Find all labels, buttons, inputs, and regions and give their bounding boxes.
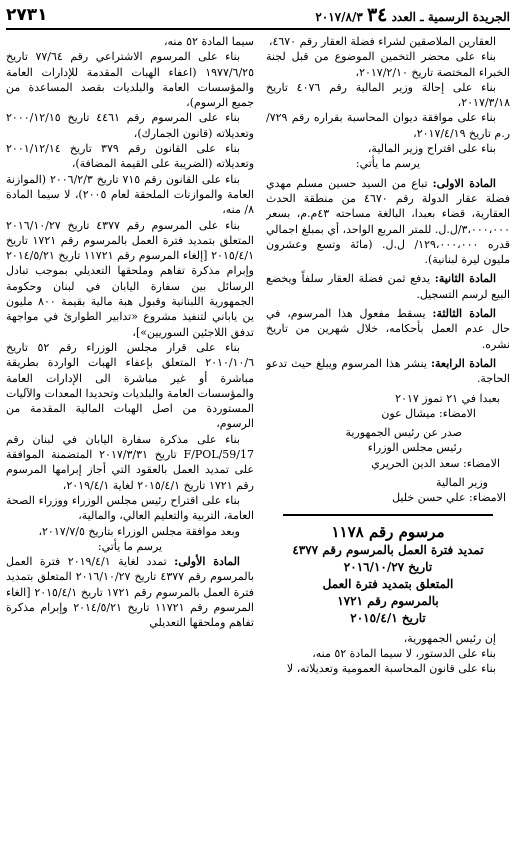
decree-title: تاريخ ٢٠١٦/١٠/٢٧ xyxy=(343,559,433,574)
article-4: المادة الرابعة: ينشر هذا المرسوم ويبلغ حيث تدعو الحاجة. xyxy=(266,356,510,386)
article-3: المادة الثالثة: يسقط مفعول هذا المرسوم، في حال عدم العمل بأحكامه، خلال شهرين من تاريخ نشره. xyxy=(266,307,510,351)
issue-date: ٢٠١٧/٨/٣ xyxy=(315,10,363,24)
fm-title: وزير المالية xyxy=(436,476,488,490)
president-signature: الامضاء: ميشال عون xyxy=(381,406,476,420)
paragraph: يرسم ما يأتي: xyxy=(97,539,163,553)
paragraph: إن رئيس الجمهورية، xyxy=(403,631,496,645)
sign-place-date: بعبدا في ٢١ تموز ٢٠١٧ xyxy=(395,391,500,405)
page-header xyxy=(6,4,510,30)
paragraph: بناء على المرسوم رقم ٤٤٦١ تاريخ ٢٠٠٠/١٢/١٥ وتعديلاته (قانون الجمارك)، xyxy=(6,111,254,140)
decree-title: بالمرسوم رقم ١٧٢١ xyxy=(337,593,439,608)
paragraph: بناء على محضر التخمين الموضوع من قبل لجنة الخبراء المختصة تاريخ ٢٠١٧/٢/١٠، xyxy=(266,50,510,79)
decree-title: المتعلق بتمديد فترة العمل xyxy=(322,576,454,591)
article-1: المادة الأولى: تمدد لغاية ٢٠١٩/٤/١ فترة العمل بالمرسوم رقم ٤٣٧٧ تاريخ ٢٠١٦/١٠/٢٧ المتعلق بتمديد فترة العمل بالمرسوم رقم ١٧٢١ تاريخ ٢٠١٥/٤/١ [الغاء المرسوم رقم ١١٧٢١ تاريخ ٢٠١٤/٥/٢١ وإبرام مذكرة تفاهم وملحقها التعديلي xyxy=(6,555,254,630)
paragraph: يرسم ما يأتي: xyxy=(355,157,421,171)
paragraph: بناء على اقتراح رئيس مجلس الوزراء ووزراء الصحة العامة، التربية والتعليم العالي، والمالية، xyxy=(6,493,254,523)
paragraph: سيما المادة ٥٢ منه، xyxy=(163,35,254,48)
pm-title: رئيس مجلس الوزراء xyxy=(367,441,462,455)
issue-number: ٣٤ xyxy=(366,4,388,26)
fm-signature: الامضاء: علي حسن خليل xyxy=(392,491,506,505)
page-number: ٢٧٣١ xyxy=(6,5,48,25)
right-column xyxy=(266,34,510,852)
left-column xyxy=(6,34,254,852)
gazette-title: الجريدة الرسمية ـ العدد ٣٤ ٢٠١٧/٨/٣ xyxy=(315,4,510,26)
article-1: المادة الاولى: تباع من السيد حسين مسلم مهدي فضلة عقار الدولة رقم ٤٦٧٠ من منطقة الحدث العقارية، قضاء بعبدا، البالغة مساحته ٤٣م.م، بسعر ٣،٠٠٠،٠٠٠/ل.ل. للمتر المربع الواحد، أي بمبلغ اجمالي قدره ١٢٩،٠٠٠،٠٠٠/ ل.ل. (مائة وتسع وعشرون مليون ليرة لبنانية). xyxy=(266,176,510,267)
paragraph: بناء على القانون رقم ٣٧٩ تاريخ ٢٠٠١/١٢/١٤ وتعديلاته (الضريبة على القيمة المضافة)، xyxy=(6,142,254,171)
paragraph: وبعد موافقة مجلس الوزراء بتاريخ ٢٠١٧/٧/٥، xyxy=(38,524,240,538)
decree-title: تمديد فترة العمل بالمرسوم رقم ٤٣٧٧ xyxy=(292,542,484,557)
paragraph: بناء على القانون رقم ٧١٥ تاريخ ٢٠٠٦/٢/٣ (الموازنة العامة والموازنات الملحقة لعام ٢٠٠٥)، لا سيما المادة ٨/ منه، xyxy=(6,172,254,217)
paragraph: بناء على المرسوم رقم ٤٣٧٧ تاريخ ٢٠١٦/١٠/٢٧ المتعلق بتمديد فترة العمل بالمرسوم رقم ١٧٢١ تاريخ ٢٠١٥/٤/١ [إلغاء المرسوم رقم ١١٧٢١ تاريخ ٢٠١٤/٥/٢١ وإبرام مذكرة تفاهم وملحقها التعديلي بموجب تبادل الرسائل بين سفارة اليابان في لبنان وحكومة الجمهورية اللبنانية وقبول هبة مالية بقيمة ٨٠٠ مليون ين ياباني لتنفيذ مشروع «تدابير الطوارئ في مواجهة تدفق اللاجئين السوريين»]، xyxy=(6,218,254,339)
paragraph: بناء على قانون المحاسبة العمومية وتعديلاته، لا xyxy=(286,662,496,676)
paragraph: بناء على اقتراح وزير المالية، xyxy=(367,142,496,156)
decree-number: مرسوم رقم ١١٧٨ xyxy=(331,522,445,541)
paragraph: بناء على موافقة ديوان المحاسبة بقراره رقم ٧٢٩/ر.م تاريخ ٢٠١٧/٤/١٩، xyxy=(266,111,510,140)
paragraph: بناء على قرار مجلس الوزراء رقم ٥٢ تاريخ ٢٠١٠/١٠/٦ المتعلق بإعفاء الهبات الواردة بطريقة مباشرة أو غير مباشرة الى الإدارات العامة والمؤسسات العامة والبلديات وتحديدا المعدات والآليات المستوردة من اصل الهبات المالية المقدمة من الرسوم، xyxy=(6,340,254,431)
paragraph: بناء على مذكرة سفارة اليابان في لبنان رقم F/POL/59/17 تاريخ ٢٠١٧/٣/٣١ المتضمنة الموافقة على تمديد العمل بالعقود التي أجاز إبرامها المرسوم رقم ١٧٢١ تاريخ ٢٠١٥/٤/١ لغاية ٢٠١٩/٤/١، xyxy=(6,432,254,492)
decree-title: تاريخ ٢٠١٥/٤/١ xyxy=(350,610,426,625)
paragraph: بناء على الدستور، لا سيما المادة ٥٢ منه، xyxy=(312,646,496,660)
section-divider xyxy=(283,514,493,516)
paragraph: بناء على إحالة وزير المالية رقم ٤٠٧٦ تاريخ ٢٠١٧/٣/١٨، xyxy=(266,80,510,110)
article-2: المادة الثانية: يدفع ثمن فضلة العقار سلفاً ويخضع البيع لرسم التسجيل. xyxy=(266,272,510,301)
issued-by: صدر عن رئيس الجمهورية xyxy=(345,426,462,440)
paragraph: العقارين الملاصقين لشراء فضلة العقار رقم ٤٦٧٠، xyxy=(268,35,496,48)
paragraph: بناء على المرسوم الاشتراعي رقم ٧٧/٦٤ تاريخ ١٩٧٧/٦/٢٥ (اعفاء الهبات المقدمة للإدارات العامة والمؤسسات العامة والبلديات بقصد المساعدة من جميع الرسوم)، xyxy=(6,50,254,110)
pm-signature: الامضاء: سعد الدين الحريري xyxy=(371,456,500,470)
